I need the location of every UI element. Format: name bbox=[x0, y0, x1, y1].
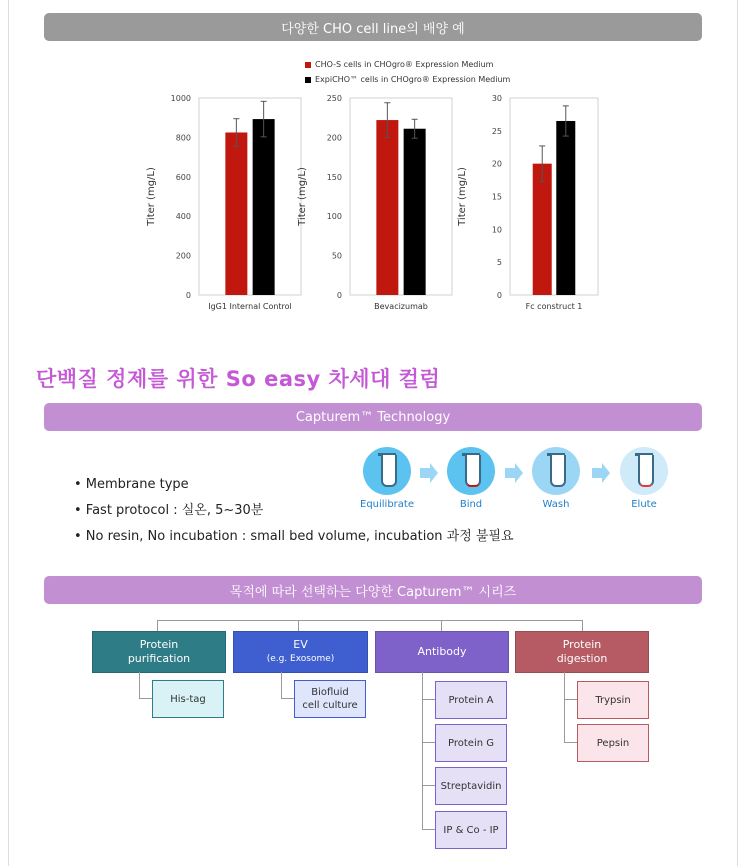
item-label: IP & Co - IP bbox=[443, 824, 499, 836]
y-tick-label: 30 bbox=[491, 94, 502, 103]
item-label: Trypsin bbox=[595, 694, 631, 706]
step-arrows bbox=[0, 458, 750, 488]
category-antibody bbox=[375, 631, 509, 673]
tree-line bbox=[564, 699, 577, 700]
item-protein-a bbox=[435, 681, 507, 719]
feature-fast-protocol: • Fast protocol : 실온, 5~30분 bbox=[74, 503, 264, 518]
y-tick-label: 600 bbox=[175, 172, 191, 182]
y-tick-label: 25 bbox=[491, 126, 502, 136]
item-ip-co-ip bbox=[435, 811, 507, 849]
y-tick-label: 0 bbox=[336, 291, 342, 300]
x-category-label: IgG1 Internal Control bbox=[208, 302, 292, 311]
step-label-bind: Bind bbox=[459, 499, 483, 510]
category-protein-purification bbox=[92, 631, 226, 673]
plot-area bbox=[510, 98, 598, 295]
item-label: cell culture bbox=[302, 700, 358, 711]
tree-line bbox=[157, 620, 158, 631]
item-label: Streptavidin bbox=[440, 780, 502, 792]
arrow-icon bbox=[592, 463, 610, 483]
tree-line bbox=[441, 620, 442, 631]
capturem-header-text: Capturem™ Technology bbox=[295, 409, 451, 425]
y-tick-label: 150 bbox=[326, 172, 342, 182]
tree-line bbox=[139, 698, 152, 699]
feature-membrane: • Membrane type bbox=[74, 477, 189, 492]
y-axis-label: Titer (mg/L) bbox=[297, 167, 308, 226]
item-protein-g bbox=[435, 724, 507, 762]
y-tick-label: 800 bbox=[175, 133, 191, 143]
series-header bbox=[44, 576, 702, 604]
y-tick-label: 20 bbox=[491, 159, 502, 169]
item-label: Biofluid bbox=[311, 687, 349, 698]
arrow-icon bbox=[505, 463, 523, 483]
tree-line bbox=[422, 699, 435, 700]
tree-line bbox=[422, 829, 435, 830]
x-category-label: Bevacizumab bbox=[374, 302, 428, 311]
y-tick-label: 15 bbox=[491, 192, 502, 202]
y-tick-label: 5 bbox=[496, 258, 502, 268]
y-tick-label: 50 bbox=[331, 251, 342, 261]
tree-line bbox=[298, 620, 299, 631]
category-sublabel: (e.g. Exosome) bbox=[266, 654, 335, 664]
y-tick-label: 0 bbox=[185, 291, 191, 300]
section-title: 단백질 정제를 위한 So easy 차세대 컬럼 bbox=[36, 367, 441, 391]
legend-label-chos: CHO-S cells in CHOgro® Expression Medium bbox=[315, 60, 494, 69]
bar bbox=[404, 129, 426, 295]
category-protein-digestion bbox=[515, 631, 649, 673]
item-label: Protein G bbox=[448, 737, 494, 749]
tree-line bbox=[422, 785, 435, 786]
arrow-icon bbox=[420, 463, 438, 483]
tree-line bbox=[139, 672, 140, 698]
item-label: His-tag bbox=[170, 693, 206, 705]
bar bbox=[225, 132, 247, 295]
y-tick-label: 10 bbox=[491, 225, 502, 235]
y-tick-label: 250 bbox=[326, 94, 342, 103]
step-label-elute: Elute bbox=[631, 499, 657, 510]
bar bbox=[376, 120, 398, 295]
category-ev bbox=[233, 631, 368, 673]
step-label-wash: Wash bbox=[542, 499, 570, 510]
category-label: EV bbox=[293, 638, 308, 651]
y-tick-label: 100 bbox=[326, 212, 342, 222]
bar bbox=[253, 119, 275, 295]
tree-line bbox=[157, 620, 583, 621]
item-trypsin bbox=[577, 681, 649, 719]
category-label: Antibody bbox=[417, 645, 467, 658]
step-label-equilibrate: Equilibrate bbox=[360, 499, 414, 510]
tree-line bbox=[564, 742, 577, 743]
y-axis-label: Titer (mg/L) bbox=[457, 167, 468, 226]
y-axis-label: Titer (mg/L) bbox=[146, 167, 157, 226]
item-his-tag bbox=[152, 680, 224, 718]
y-tick-label: 200 bbox=[326, 133, 342, 143]
category-label: Protein bbox=[139, 638, 179, 651]
y-tick-label: 400 bbox=[175, 212, 191, 222]
item-pepsin bbox=[577, 724, 649, 762]
capturem-header bbox=[44, 403, 702, 431]
plot-area bbox=[350, 98, 452, 295]
culture-header-text: 다양한 CHO cell line의 배양 예 bbox=[281, 21, 465, 37]
series-header-text: 목적에 따라 선택하는 다양한 Capturem™ 시리즈 bbox=[229, 584, 517, 600]
item-streptavidin bbox=[435, 767, 507, 805]
item-biofluid bbox=[294, 680, 366, 718]
feature-no-resin: • No resin, No incubation : small bed volume, incubation 과정 불필요 bbox=[74, 529, 514, 544]
tree-line bbox=[281, 672, 282, 698]
x-category-label: Fc construct 1 bbox=[525, 302, 583, 311]
plot-area bbox=[199, 98, 301, 295]
tree-line bbox=[281, 698, 294, 699]
tree-line bbox=[582, 620, 583, 631]
tree-line bbox=[422, 672, 423, 829]
category-label: Protein bbox=[562, 638, 602, 651]
bar bbox=[556, 121, 575, 295]
y-tick-label: 1000 bbox=[170, 94, 191, 103]
legend-label-expicho: ExpiCHO™ cells in CHOgro® Expression Medium bbox=[315, 75, 511, 84]
tree-line bbox=[564, 672, 565, 742]
tree-line bbox=[422, 742, 435, 743]
y-tick-label: 200 bbox=[175, 251, 191, 261]
titer-charts bbox=[0, 0, 750, 330]
bar bbox=[533, 164, 552, 295]
item-label: Pepsin bbox=[596, 737, 630, 749]
y-tick-label: 0 bbox=[496, 291, 502, 300]
category-label: digestion bbox=[556, 652, 608, 665]
category-label: purification bbox=[127, 652, 191, 665]
item-label: Protein A bbox=[448, 694, 494, 706]
